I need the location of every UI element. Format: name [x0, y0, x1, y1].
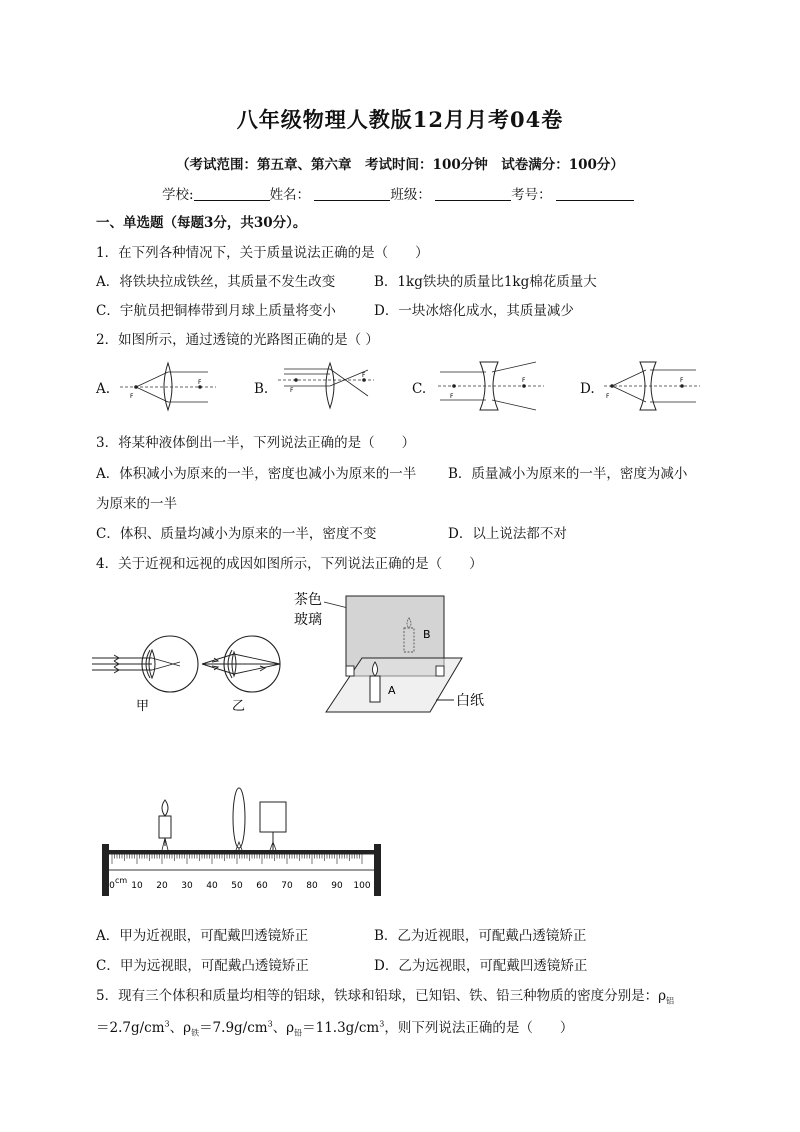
question-3-stem: 3．将某种液体倒出一半，下列说法正确的是（ ）: [96, 435, 416, 451]
question-2-stem: 2．如图所示，通过透镜的光路图正确的是（ ）: [96, 332, 379, 348]
ruler-tick-label: 0: [109, 881, 115, 891]
ruler-tick-label: 50: [231, 881, 243, 891]
density-fe-value: ＝7.9g/cm: [199, 1020, 268, 1036]
density-subscript-pb: 铅: [294, 1028, 303, 1038]
focus-label: F: [450, 393, 454, 400]
focus-label: F: [290, 387, 294, 394]
eye-diagrams: [92, 628, 302, 718]
candle-b-label: B: [423, 628, 431, 641]
ruler-tick-label: 10: [131, 881, 143, 891]
school-field[interactable]: [194, 187, 270, 201]
rho-symbol: 、ρ: [272, 1020, 295, 1036]
question-3-option-a[interactable]: A．体积减小为原来的一半，密度也减小为原来的一半: [96, 466, 417, 482]
density-al-value: ＝2.7g/cm: [96, 1020, 165, 1036]
focus-label: F: [522, 377, 526, 384]
question-1-option-d[interactable]: D．一块冰熔化成水，其质量减少: [374, 303, 574, 319]
question-1-option-a[interactable]: A．将铁块拉成铁丝，其质量不发生改变: [96, 274, 336, 290]
optical-bench-diagram: [96, 786, 386, 898]
ruler-tick-label: 90: [331, 881, 343, 891]
question-2-option-c[interactable]: C.: [412, 381, 427, 397]
ruler-tick-label: 40: [206, 881, 218, 891]
ruler-tick-label: 30: [181, 881, 193, 891]
lens-diagram-c: [436, 358, 546, 414]
ruler-tick-label: 20: [156, 881, 168, 891]
lens-diagram-d: [602, 358, 702, 414]
exam-subtitle: （考试范围：第五章、第六章 考试时间：100分钟 试卷满分：100分）: [176, 157, 624, 173]
exam-no-field[interactable]: [556, 187, 634, 201]
plane-mirror-diagram: [290, 588, 490, 716]
question-4-option-c[interactable]: C．甲为远视眼，可配戴凸透镜矫正: [96, 958, 309, 974]
student-info-line: [162, 183, 634, 203]
lens-diagram-b: [276, 360, 376, 412]
candle-a-label: A: [388, 684, 396, 697]
section-heading: 一、单选题（每题3分，共30分）。: [96, 215, 307, 231]
question-5-text: 5．现有三个体积和质量均相等的铝球，铁球和铅球，已知铝、铁、铅三种物质的密度分别是：ρ: [96, 988, 667, 1004]
cube-superscript: 3: [267, 1019, 273, 1029]
question-4-option-a[interactable]: A．甲为近视眼，可配戴凹透镜矫正: [96, 928, 309, 944]
density-subscript-al: 铝: [666, 996, 675, 1006]
question-1-option-c[interactable]: C．宇航员把铜棒带到月球上质量将变小: [96, 303, 336, 319]
eye-label-jia: 甲: [136, 699, 150, 714]
class-field[interactable]: [435, 187, 511, 201]
ruler-unit: cm: [115, 876, 128, 885]
ruler-tick-label: 80: [306, 881, 318, 891]
name-field[interactable]: [314, 187, 390, 201]
question-4-option-b[interactable]: B．乙为近视眼，可配戴凸透镜矫正: [374, 928, 587, 944]
density-subscript-fe: 铁: [191, 1028, 200, 1038]
focus-label: F: [198, 379, 202, 386]
focus-label: F: [606, 393, 610, 400]
exam-no-label: 考号：: [511, 187, 552, 203]
question-2-option-a[interactable]: A.: [96, 381, 111, 397]
question-4-option-d[interactable]: D．乙为远视眼，可配戴凹透镜矫正: [374, 958, 588, 974]
cube-superscript: 3: [164, 1019, 170, 1029]
question-5-tail: ，则下列说法正确的是（ ）: [384, 1020, 574, 1036]
question-2-option-d[interactable]: D.: [580, 381, 595, 397]
question-3-option-b[interactable]: B．质量减小为原来的一半，密度为减小: [448, 466, 688, 482]
white-paper-label: 白纸: [456, 693, 484, 709]
question-3-option-c[interactable]: C．体积、质量均减小为原来的一半，密度不变: [96, 526, 377, 542]
ruler-tick-label: 100: [353, 881, 371, 891]
glass-label-1: 茶色: [294, 592, 322, 608]
school-label: 学校:: [162, 187, 194, 203]
focus-label: F: [680, 377, 684, 384]
ruler-tick-label: 60: [256, 881, 268, 891]
question-4-stem: 4．关于近视和远视的成因如图所示，下列说法正确的是（ ）: [96, 556, 483, 572]
question-3-option-d[interactable]: D．以上说法都不对: [448, 526, 567, 542]
question-2-option-b[interactable]: B.: [254, 381, 269, 397]
question-1-option-b[interactable]: B．1kg铁块的质量比1kg棉花质量大: [374, 274, 597, 290]
eye-label-yi: 乙: [232, 699, 246, 714]
question-5-stem-line-1: [96, 984, 674, 1007]
cube-superscript: 3: [379, 1019, 385, 1029]
class-label: 班级：: [390, 187, 431, 203]
page-title: 八年级物理人教版12月月考04卷: [236, 107, 564, 132]
lens-diagram-a: [118, 360, 218, 412]
focus-label: F: [362, 372, 366, 379]
rho-symbol: 、ρ: [169, 1020, 192, 1036]
ruler-labels: [109, 881, 371, 891]
density-pb-value: ＝11.3g/cm: [302, 1020, 380, 1036]
question-5-stem-line-2: [96, 1016, 573, 1039]
focus-label: F: [130, 393, 134, 400]
ruler-tick-label: 70: [281, 881, 293, 891]
question-1-stem: 1．在下列各种情况下，关于质量说法正确的是（ ）: [96, 245, 429, 261]
question-3-option-b-continued: 为原来的一半: [96, 496, 177, 512]
glass-label-2: 玻璃: [294, 612, 322, 628]
name-label: 姓名：: [269, 187, 311, 203]
